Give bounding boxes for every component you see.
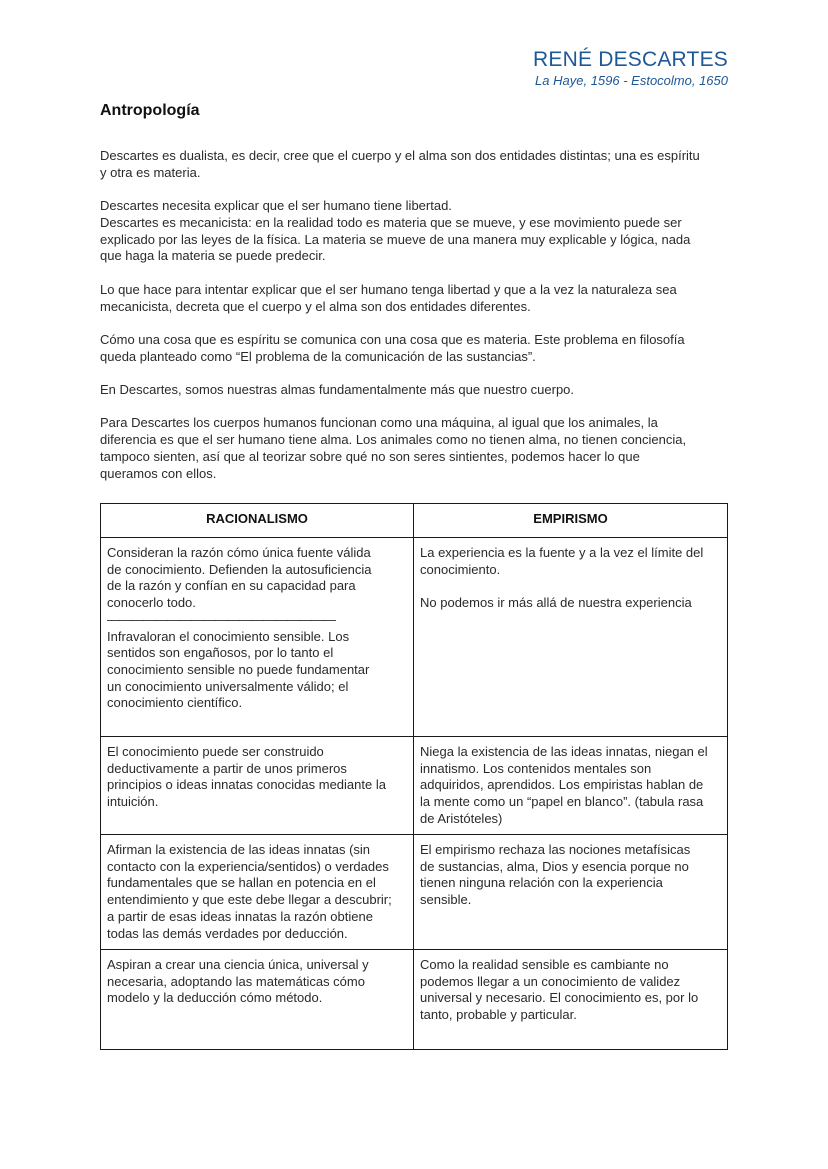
cell-line: de sustancias, alma, Dios y esencia porque no [420,858,689,874]
cell-line: contacto con la experiencia/sentidos) o verdades [107,858,389,874]
table-row [101,950,728,1050]
paragraph-line: diferencia es que el ser humano tiene alma. Los animales como no tienen alma, no tienen conciencia, [100,432,687,448]
cell-line: tanto, probable y particular. [420,1007,577,1023]
cell-line: El empirismo rechaza las nociones metafísicas [420,842,691,857]
cell-line: a partir de esas ideas innatas la razón obtiene [107,908,373,924]
paragraph [100,198,728,265]
paragraph-line: Descartes necesita explicar que el ser humano tiene libertad. [100,198,452,214]
cell-line: Consideran la razón cómo única fuente válida [107,545,371,560]
paragraph [100,148,728,182]
cell-line: fundamentales que se hallan en potencia en el [107,875,376,891]
paragraph [100,332,728,366]
body-text [100,148,728,499]
racionalismo-cell [101,737,414,835]
paragraph [100,415,728,482]
cell-line: Niega la existencia de las ideas innatas, niegan el [420,744,708,759]
empirismo-cell [414,737,728,835]
cell-gap [420,578,721,595]
cell-line: Infravaloran el conocimiento sensible. Los [107,628,350,644]
table-header-empirismo: EMPIRISMO [414,504,728,538]
paragraph-line: queramos con ellos. [100,465,217,481]
paragraph-line: y otra es materia. [100,164,201,180]
header-subtitle: La Haye, 1596 - Estocolmo, 1650 [535,73,728,88]
table-row [101,737,728,835]
cell-line: conocimiento. [420,561,501,577]
table-row [101,835,728,950]
cell-line: principios o ideas innatas conocidas mediante la [107,777,386,793]
table-header-row [101,504,728,538]
paragraph-line: Para Descartes los cuerpos humanos funcionan como una máquina, al igual que los animales, la [100,415,658,431]
table-header-racionalismo: RACIONALISMO [101,504,414,538]
cell-line: conocimiento sensible no puede fundamentar [107,661,370,677]
cell-line: Como la realidad sensible es cambiante no [420,957,669,972]
cell-line: No podemos ir más allá de nuestra experiencia [420,595,692,611]
cell-line: todas las demás verdades por deducción. [107,925,348,941]
cell-line: El conocimiento puede ser construido [107,744,324,759]
table-row [101,538,728,737]
cell-line: tienen ninguna relación con la experiencia [420,875,663,891]
cell-line: intuición. [107,794,159,810]
racionalismo-cell [101,538,414,737]
empirismo-cell [414,835,728,950]
cell-line: conocerlo todo. [107,595,196,611]
paragraph-line: tampoco sienten, así que al teorizar sobre qué no son seres sintientes, podemos hacer lo que [100,448,640,464]
document-header [533,48,728,89]
cell-line: de Aristóteles) [420,810,503,826]
empirismo-cell [414,950,728,1050]
cell-line: la mente como un “papel en blanco”. (tabula rasa [420,794,704,810]
cell-line: de la razón y confían en su capacidad para [107,578,356,594]
cell-line: Afirman la existencia de las ideas innatas (sin [107,842,371,857]
cell-line: La experiencia es la fuente y a la vez el límite del [420,545,704,560]
paragraph [100,282,728,316]
empirismo-cell [414,538,728,737]
paragraph [100,382,728,399]
cell-line: universal y necesario. El conocimiento es, por lo [420,990,699,1006]
cell-line: conocimiento científico. [107,695,243,711]
cell-line: sensible. [420,892,472,908]
cell-line: Aspiran a crear una ciencia única, universal y [107,957,369,972]
paragraph-line: En Descartes, somos nuestras almas fundamentalmente más que nuestro cuerpo. [100,381,575,397]
cell-line: necesaria, adoptando las matemáticas cómo [107,973,365,989]
paragraph-line: Lo que hace para intentar explicar que el ser humano tenga libertad y que a la vez la naturaleza sea [100,281,677,297]
paragraph-line: explicado por las leyes de la física. La materia se mueve de una manera muy explicable y lógica, nada [100,231,691,247]
cell-line: deductivamente a partir de unos primeros [107,760,347,776]
comparison-table [100,503,728,1050]
paragraph-line: Descartes es dualista, es decir, cree que el cuerpo y el alma son dos entidades distintas; una es espíritu [100,148,700,163]
racionalismo-cell [101,835,414,950]
cell-line: adquiridos, aprendidos. Los empiristas hablan de [420,777,704,793]
paragraph-line: queda planteado como “El problema de la comunicación de las sustancias”. [100,348,536,364]
racionalismo-cell [101,950,414,1050]
cell-line: de conocimiento. Defienden la autosuficiencia [107,561,372,577]
cell-line: podemos llegar a un conocimiento de validez [420,973,681,989]
cell-line: modelo y la deducción cómo método. [107,990,323,1006]
paragraph-line: Descartes es mecanicista: en la realidad todo es materia que se mueve, y ese movimiento puede ser [100,214,682,230]
header-title: RENÉ DESCARTES [533,48,728,71]
cell-line: innatismo. Los contenidos mentales son [420,760,652,776]
paragraph-line: que haga la materia se puede predecir. [100,248,326,264]
cell-line: entendimiento y que este debe llegar a descubrir; [107,892,392,908]
cell-line: sentidos son engañosos, por lo tanto el [107,645,334,661]
cell-divider: ——————————————————— [107,611,335,627]
cell-line: un conocimiento universalmente válido; el [107,678,349,694]
paragraph-line: mecanicista, decreta que el cuerpo y el alma son dos entidades diferentes. [100,298,531,314]
paragraph-line: Cómo una cosa que es espíritu se comunica con una cosa que es materia. Este problema en filosofía [100,331,685,347]
section-title: Antropología [100,102,200,119]
